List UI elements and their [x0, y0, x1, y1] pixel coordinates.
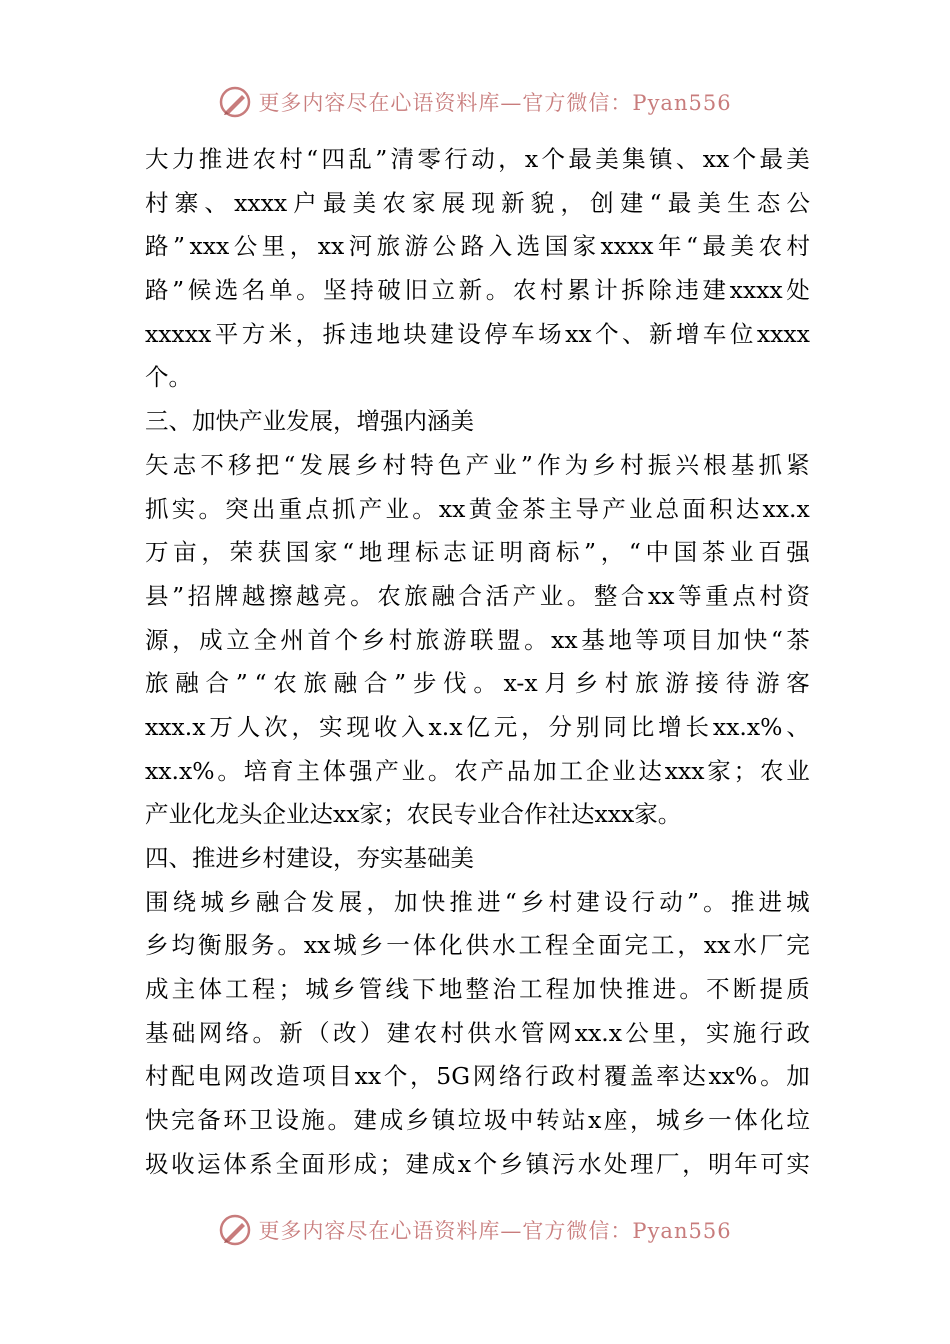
- text-line: 乡 均 衡 服 务 。 xx 城 乡 一 体 化 供 水 工 程 全 面 完 工 ， xx 水 厂 完: [145, 931, 810, 960]
- text-line: 抓 实 。 突 出 重 点 抓 产 业 。 xx 黄 金 茶 主 导 产 业 总 面 积 达 xx.x: [145, 494, 810, 523]
- footer-watermark-text: 更多内容尽在心语资料库—官方微信：Pyan556: [258, 1219, 732, 1243]
- text-line: 四、推进乡村建设，夯实基础美: [145, 844, 474, 872]
- text-line: xxx.x 万 人 次 ， 实 现 收 入 x.x 亿 元 ， 分 别 同 比 增 长 xx.x% 、: [145, 712, 810, 741]
- text-line: 旅 融 合 ” “ 农 旅 融 合 ” 步 伐 。 x-x 月 乡 村 旅 游 接 待 游 客: [145, 669, 810, 698]
- text-line: xxxxx 平 方 米 ， 拆 违 地 块 建 设 停 车 场 xx 个 、 新 增 车 位 xxxx: [145, 319, 810, 348]
- text-line: 成 主 体 工 程 ； 城 乡 管 线 下 地 整 治 工 程 加 快 推 进 。 不 断 提 质: [145, 975, 810, 1004]
- text-line: 个。: [145, 363, 192, 392]
- text-line: 村 配 电 网 改 造 项 目 xx 个 ， 5G 网 络 行 政 村 覆 盖 率 达 xx% 。 加: [145, 1062, 810, 1091]
- header-watermark-text: 更多内容尽在心语资料库—官方微信：Pyan556: [258, 91, 732, 115]
- text-line: 快 完 备 环 卫 设 施 。 建 成 乡 镇 垃 圾 中 转 站 x 座 ， 城 乡 一 体 化 垃: [145, 1106, 810, 1135]
- text-line: 矢 志 不 移 把 “ 发 展 乡 村 特 色 产 业 ” 作 为 乡 村 振 兴 根 基 抓 紧: [145, 450, 810, 479]
- pen-logo-icon: [218, 85, 252, 119]
- text-line: 大 力 推 进 农 村 “ 四 乱 ” 清 零 行 动 ， x 个 最 美 集 镇 、 xx 个 最 美: [145, 145, 810, 173]
- text-line: 县 ” 招 牌 越 擦 越 亮 。 农 旅 融 合 活 产 业 。 整 合 xx 等 重 点 村 资: [145, 581, 810, 610]
- text-line: 基 础 网 络 。 新 （ 改 ） 建 农 村 供 水 管 网 xx.x 公 里 ， 实 施 行 政: [145, 1018, 810, 1047]
- text-line: 万 亩 ， 荣 获 国 家 “ 地 理 标 志 证 明 商 标 ” ， “ 中 国 茶 业 百 强: [145, 538, 810, 567]
- text-line: xx.x% 。 培 育 主 体 强 产 业 。 农 产 品 加 工 企 业 达 xxx 家 ； 农 业: [145, 756, 810, 785]
- pen-logo-icon: [218, 1213, 252, 1247]
- header-watermark: [0, 82, 950, 122]
- text-line: 村 寨 、 xxxx 户 最 美 农 家 展 现 新 貌 ， 创 建 “ 最 美 生 态 公: [145, 188, 810, 217]
- text-line: 产业化龙头企业达xx家；农民专业合作社达xxx家。: [145, 800, 682, 829]
- text-line: 围 绕 城 乡 融 合 发 展 ， 加 快 推 进 “ 乡 村 建 设 行 动 ” 。 推 进 城: [145, 887, 810, 916]
- text-line: 圾 收 运 体 系 全 面 形 成 ； 建 成 x 个 乡 镇 污 水 处 理 厂 ， 明 年 可 实: [145, 1149, 810, 1178]
- text-line: 三、加快产业发展，增强内涵美: [145, 407, 474, 436]
- document-body: [145, 138, 810, 1187]
- footer-watermark: [0, 1210, 950, 1250]
- text-line: 源 ， 成 立 全 州 首 个 乡 村 旅 游 联 盟 。 xx 基 地 等 项 目 加 快 “ 茶: [145, 625, 810, 654]
- text-line: 路 ” xxx 公 里 ， xx 河 旅 游 公 路 入 选 国 家 xxxx 年 “ 最 美 农 村: [145, 232, 810, 261]
- text-line: 路 ” 候 选 名 单 。 坚 持 破 旧 立 新 。 农 村 累 计 拆 除 违 建 xxxx 处: [145, 276, 810, 305]
